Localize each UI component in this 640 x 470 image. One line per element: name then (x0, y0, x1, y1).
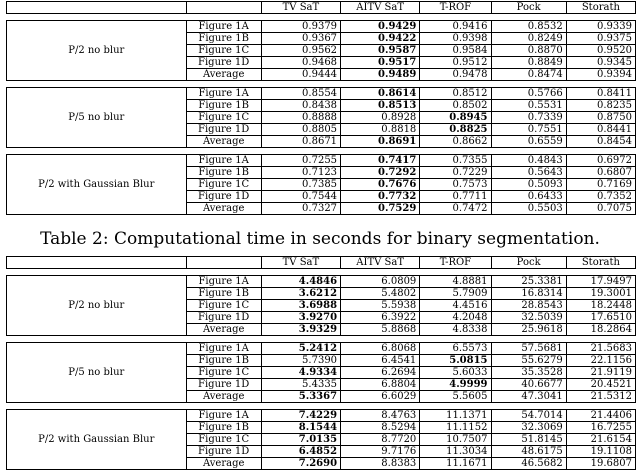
value-cell: 0.9512 (420, 57, 491, 69)
value-cell: 0.8888 (261, 112, 340, 124)
column-header: Storath (566, 2, 635, 14)
group-label: P/2 no blur (7, 21, 187, 81)
value-cell: 0.7169 (566, 179, 635, 191)
value-cell: 4.2048 (420, 312, 491, 324)
value-cell: 0.7123 (261, 167, 340, 179)
value-cell: 0.8532 (491, 21, 566, 33)
row-label: Figure 1D (186, 446, 261, 458)
table-row (7, 410, 636, 422)
value-cell: 21.5683 (566, 343, 635, 355)
value-cell: 8.8383 (341, 458, 420, 470)
row-label: Average (186, 391, 261, 403)
row-label: Figure 1C (186, 112, 261, 124)
value-cell: 19.3001 (566, 288, 635, 300)
value-cell: 0.9367 (261, 33, 340, 45)
value-cell: 0.8249 (491, 33, 566, 45)
value-cell: 6.0809 (341, 276, 420, 288)
value-cell: 46.5682 (491, 458, 566, 470)
value-cell: 0.7573 (420, 179, 491, 191)
column-header (7, 257, 187, 269)
value-cell: 0.7229 (420, 167, 491, 179)
value-cell: 0.9584 (420, 45, 491, 57)
value-cell: 0.9398 (420, 33, 491, 45)
value-cell: 17.9497 (566, 276, 635, 288)
value-cell: 35.3528 (491, 367, 566, 379)
value-cell: 0.8691 (341, 136, 420, 148)
value-cell: 0.9339 (566, 21, 635, 33)
value-cell: 0.9520 (566, 45, 635, 57)
value-cell: 32.3069 (491, 422, 566, 434)
value-cell: 0.7732 (341, 191, 420, 203)
column-header: Pock (491, 257, 566, 269)
value-cell: 0.8928 (341, 112, 420, 124)
value-cell: 0.7352 (566, 191, 635, 203)
value-cell: 11.1371 (420, 410, 491, 422)
column-header: TV SaT (261, 257, 340, 269)
value-cell: 0.7529 (341, 203, 420, 215)
value-cell: 0.9468 (261, 57, 340, 69)
value-cell: 4.4846 (261, 276, 340, 288)
value-cell: 0.9489 (341, 69, 420, 81)
group-separator (7, 81, 636, 88)
column-header: AITV SaT (341, 2, 420, 14)
value-cell: 22.1156 (566, 355, 635, 367)
row-label: Figure 1D (186, 312, 261, 324)
value-cell: 54.7014 (491, 410, 566, 422)
value-cell: 0.9478 (420, 69, 491, 81)
value-cell: 3.9270 (261, 312, 340, 324)
value-cell: 6.8804 (341, 379, 420, 391)
row-label: Average (186, 69, 261, 81)
value-cell: 47.3041 (491, 391, 566, 403)
value-cell: 0.8438 (261, 100, 340, 112)
row-label: Average (186, 136, 261, 148)
value-cell: 0.8805 (261, 124, 340, 136)
header-row (7, 2, 636, 14)
value-cell: 0.7417 (341, 155, 420, 167)
value-cell: 51.8145 (491, 434, 566, 446)
value-cell: 0.9422 (341, 33, 420, 45)
table-row (7, 343, 636, 355)
value-cell: 5.4335 (261, 379, 340, 391)
row-label: Figure 1D (186, 379, 261, 391)
row-label: Figure 1A (186, 155, 261, 167)
column-header: Pock (491, 2, 566, 14)
value-cell: 0.7711 (420, 191, 491, 203)
row-label: Figure 1B (186, 33, 261, 45)
value-cell: 0.6972 (566, 155, 635, 167)
table-caption: Table 2: Computational time in seconds for binary segmentation. (40, 229, 600, 249)
column-header: T-ROF (420, 257, 491, 269)
value-cell: 48.6175 (491, 446, 566, 458)
value-cell: 57.5681 (491, 343, 566, 355)
value-cell: 11.3034 (420, 446, 491, 458)
row-label: Figure 1A (186, 21, 261, 33)
group-separator (7, 336, 636, 343)
value-cell: 0.6807 (566, 167, 635, 179)
value-cell: 0.9394 (566, 69, 635, 81)
value-cell: 5.7390 (261, 355, 340, 367)
group-separator (7, 14, 636, 21)
column-header (7, 2, 187, 14)
value-cell: 0.5093 (491, 179, 566, 191)
value-cell: 0.5503 (491, 203, 566, 215)
value-cell: 0.6433 (491, 191, 566, 203)
value-cell: 3.9329 (261, 324, 340, 336)
value-cell: 17.6510 (566, 312, 635, 324)
separator-cell (7, 336, 636, 343)
value-cell: 0.7355 (420, 155, 491, 167)
value-cell: 0.4843 (491, 155, 566, 167)
value-cell: 0.9562 (261, 45, 340, 57)
row-label: Figure 1A (186, 343, 261, 355)
separator-cell (7, 148, 636, 155)
value-cell: 21.5312 (566, 391, 635, 403)
value-cell: 5.2412 (261, 343, 340, 355)
value-cell: 5.8868 (341, 324, 420, 336)
value-cell: 4.4516 (420, 300, 491, 312)
value-cell: 8.4763 (341, 410, 420, 422)
value-cell: 6.8068 (341, 343, 420, 355)
table-row (7, 88, 636, 100)
value-cell: 0.7327 (261, 203, 340, 215)
row-label: Figure 1D (186, 191, 261, 203)
column-header: Storath (566, 257, 635, 269)
row-label: Figure 1C (186, 434, 261, 446)
value-cell: 0.7292 (341, 167, 420, 179)
row-label: Average (186, 203, 261, 215)
column-header: TV SaT (261, 2, 340, 14)
value-cell: 0.5531 (491, 100, 566, 112)
value-cell: 4.8338 (420, 324, 491, 336)
table-row (7, 21, 636, 33)
value-cell: 5.5938 (341, 300, 420, 312)
value-cell: 0.9375 (566, 33, 635, 45)
value-cell: 0.7544 (261, 191, 340, 203)
row-label: Average (186, 324, 261, 336)
value-cell: 3.6988 (261, 300, 340, 312)
row-label: Figure 1B (186, 288, 261, 300)
group-separator (7, 403, 636, 410)
column-header (186, 2, 261, 14)
value-cell: 0.8945 (420, 112, 491, 124)
group-separator (7, 148, 636, 155)
value-cell: 0.8454 (566, 136, 635, 148)
value-cell: 7.4229 (261, 410, 340, 422)
value-cell: 5.6033 (420, 367, 491, 379)
value-cell: 4.8881 (420, 276, 491, 288)
value-cell: 0.7075 (566, 203, 635, 215)
value-cell: 5.5605 (420, 391, 491, 403)
value-cell: 21.6154 (566, 434, 635, 446)
column-header (186, 257, 261, 269)
value-cell: 7.0135 (261, 434, 340, 446)
separator-cell (7, 403, 636, 410)
value-cell: 0.7551 (491, 124, 566, 136)
row-label: Figure 1B (186, 422, 261, 434)
header-row (7, 257, 636, 269)
row-label: Figure 1B (186, 100, 261, 112)
value-cell: 7.2690 (261, 458, 340, 470)
value-cell: 0.8512 (420, 88, 491, 100)
value-cell: 9.7176 (341, 446, 420, 458)
value-cell: 0.9517 (341, 57, 420, 69)
value-cell: 0.8750 (566, 112, 635, 124)
value-cell: 0.8825 (420, 124, 491, 136)
value-cell: 0.7676 (341, 179, 420, 191)
value-cell: 0.8671 (261, 136, 340, 148)
group-label: P/5 no blur (7, 343, 187, 403)
group-label: P/2 no blur (7, 276, 187, 336)
value-cell: 0.9444 (261, 69, 340, 81)
row-label: Figure 1C (186, 45, 261, 57)
value-cell: 0.9587 (341, 45, 420, 57)
group-label: P/2 with Gaussian Blur (7, 155, 187, 215)
value-cell: 0.8554 (261, 88, 340, 100)
value-cell: 0.8441 (566, 124, 635, 136)
value-cell: 4.9334 (261, 367, 340, 379)
value-cell: 4.9999 (420, 379, 491, 391)
value-cell: 0.8411 (566, 88, 635, 100)
row-label: Figure 1A (186, 88, 261, 100)
value-cell: 11.1152 (420, 422, 491, 434)
column-header: T-ROF (420, 2, 491, 14)
value-cell: 0.6559 (491, 136, 566, 148)
value-cell: 8.1544 (261, 422, 340, 434)
value-cell: 16.7255 (566, 422, 635, 434)
value-cell: 0.9345 (566, 57, 635, 69)
group-label: P/5 no blur (7, 88, 187, 148)
row-label: Figure 1C (186, 300, 261, 312)
value-cell: 20.4521 (566, 379, 635, 391)
value-cell: 5.3367 (261, 391, 340, 403)
value-cell: 6.2694 (341, 367, 420, 379)
group-label: P/2 with Gaussian Blur (7, 410, 187, 470)
value-cell: 19.6807 (566, 458, 635, 470)
group-separator (7, 269, 636, 276)
value-cell: 6.3922 (341, 312, 420, 324)
table-row (7, 276, 636, 288)
row-label: Figure 1B (186, 355, 261, 367)
row-label: Figure 1D (186, 124, 261, 136)
row-label: Figure 1B (186, 167, 261, 179)
separator-cell (7, 269, 636, 276)
value-cell: 0.8502 (420, 100, 491, 112)
separator-cell (7, 14, 636, 21)
value-cell: 0.8849 (491, 57, 566, 69)
value-cell: 18.2864 (566, 324, 635, 336)
row-label: Figure 1C (186, 179, 261, 191)
value-cell: 32.5039 (491, 312, 566, 324)
value-cell: 10.7507 (420, 434, 491, 446)
dice-table (6, 1, 636, 215)
value-cell: 0.7255 (261, 155, 340, 167)
value-cell: 0.9379 (261, 21, 340, 33)
value-cell: 0.8870 (491, 45, 566, 57)
time-table (6, 256, 636, 470)
value-cell: 5.4802 (341, 288, 420, 300)
value-cell: 40.6677 (491, 379, 566, 391)
value-cell: 6.4852 (261, 446, 340, 458)
value-cell: 0.9416 (420, 21, 491, 33)
table-row (7, 155, 636, 167)
value-cell: 25.9618 (491, 324, 566, 336)
value-cell: 28.8543 (491, 300, 566, 312)
value-cell: 21.9119 (566, 367, 635, 379)
value-cell: 5.7909 (420, 288, 491, 300)
value-cell: 0.8513 (341, 100, 420, 112)
row-label: Figure 1C (186, 367, 261, 379)
value-cell: 0.7472 (420, 203, 491, 215)
row-label: Figure 1A (186, 410, 261, 422)
value-cell: 5.0815 (420, 355, 491, 367)
value-cell: 18.2448 (566, 300, 635, 312)
value-cell: 19.1108 (566, 446, 635, 458)
value-cell: 0.7339 (491, 112, 566, 124)
value-cell: 0.8662 (420, 136, 491, 148)
row-label: Average (186, 458, 261, 470)
value-cell: 0.5766 (491, 88, 566, 100)
value-cell: 11.1671 (420, 458, 491, 470)
separator-cell (7, 81, 636, 88)
value-cell: 25.3381 (491, 276, 566, 288)
value-cell: 0.5643 (491, 167, 566, 179)
column-header: AITV SaT (341, 257, 420, 269)
row-label: Figure 1A (186, 276, 261, 288)
value-cell: 21.4406 (566, 410, 635, 422)
value-cell: 0.8235 (566, 100, 635, 112)
value-cell: 6.4541 (341, 355, 420, 367)
value-cell: 8.7720 (341, 434, 420, 446)
value-cell: 55.6279 (491, 355, 566, 367)
value-cell: 3.6212 (261, 288, 340, 300)
value-cell: 0.8818 (341, 124, 420, 136)
value-cell: 0.9429 (341, 21, 420, 33)
value-cell: 6.6029 (341, 391, 420, 403)
value-cell: 0.8474 (491, 69, 566, 81)
value-cell: 0.7385 (261, 179, 340, 191)
value-cell: 8.5294 (341, 422, 420, 434)
value-cell: 16.8314 (491, 288, 566, 300)
row-label: Figure 1D (186, 57, 261, 69)
value-cell: 0.8614 (341, 88, 420, 100)
value-cell: 6.5573 (420, 343, 491, 355)
